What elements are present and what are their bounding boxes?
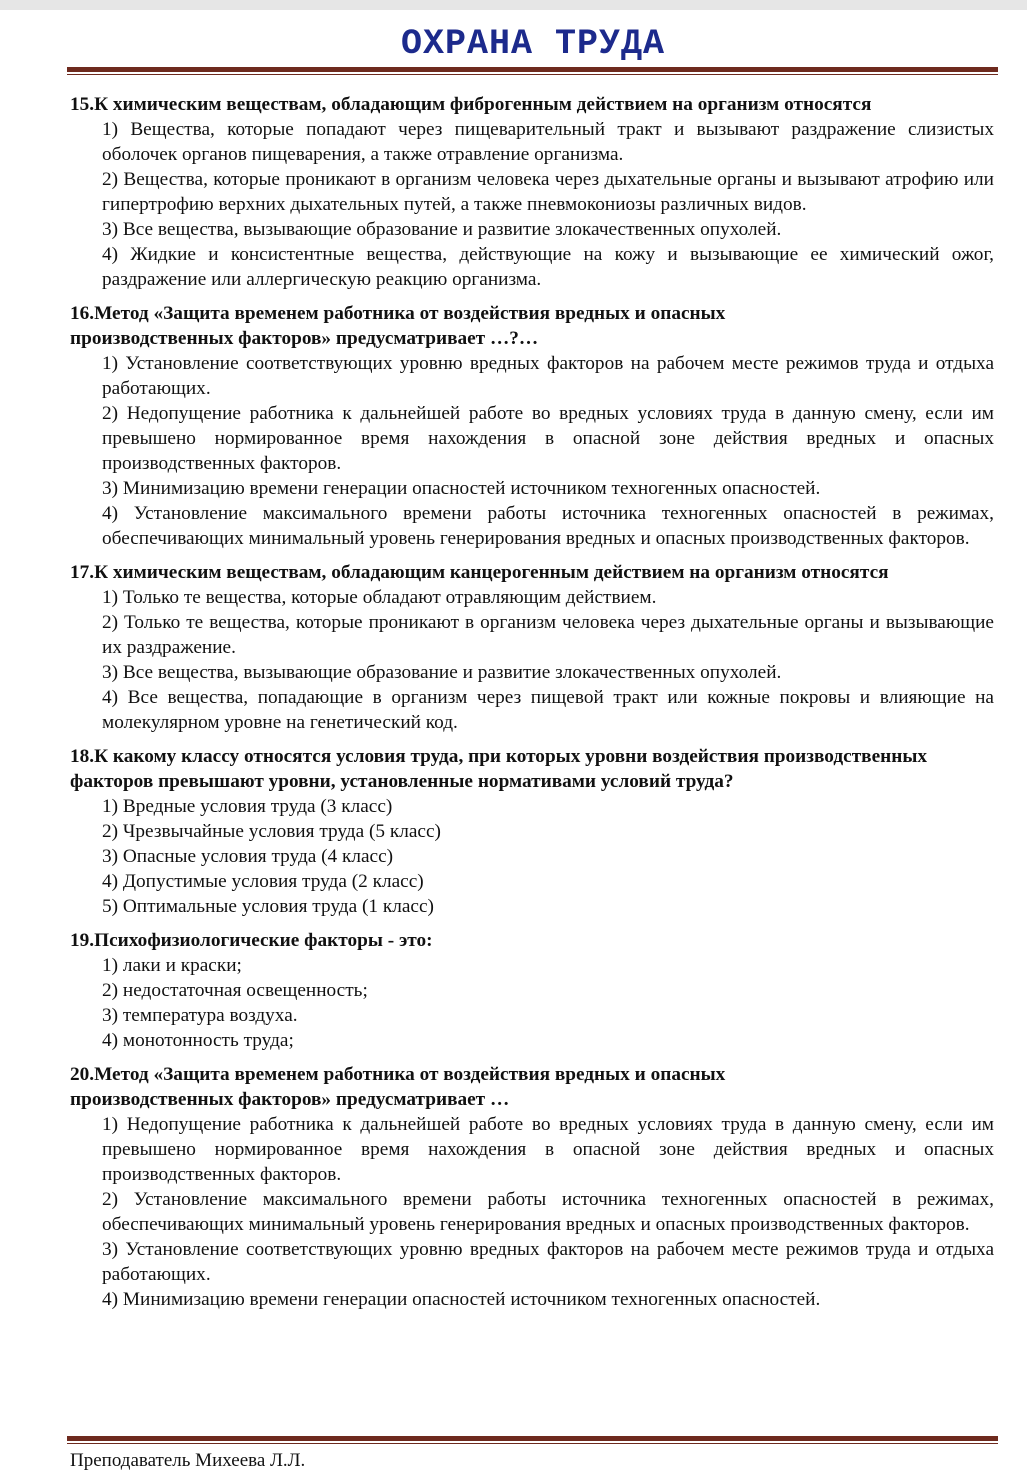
answer-option: 4) Установление максимального времени работы источника техногенных опасностей в режимах, обеспечивающих минимальный уровень генерирования вредных и опасных производственных факторов. <box>102 503 994 549</box>
answer-option: 2) Недопущение работника к дальнейшей работе во вредных условиях труда в данную смену, если им превышено нормированное время нахождения в опасной зоне действия вредных и опасных производственных факторов. <box>102 403 994 474</box>
question-17 <box>70 560 994 735</box>
answer-option: 2) недостаточная освещенность; <box>102 980 368 1001</box>
answer-option: 4) Жидкие и консистентные вещества, действующие на кожу и вызывающие ее химический ожог, раздражение или аллергическую реакцию организма. <box>102 244 994 290</box>
answer-option: 3) Все вещества, вызывающие образование и развитие злокачественных опухолей. <box>102 219 782 240</box>
answer-option: 2) Чрезвычайные условия труда (5 класс) <box>102 821 441 842</box>
answer-option: 2) Только те вещества, которые проникают в организм человека через дыхательные органы и вызывающие их раздражение. <box>102 612 994 658</box>
question-text: 15.К химическим веществам, обладающим фиброгенным действием на организм относятся <box>70 94 872 115</box>
header-divider <box>67 67 998 75</box>
answer-option: 3) Все вещества, вызывающие образование и развитие злокачественных опухолей. <box>102 662 782 683</box>
answer-option: 2) Вещества, которые проникают в организм человека через дыхательные органы и вызывают атрофию или гипертрофию верхних дыхательных путей, а также пневмокониозы различных видов. <box>102 169 994 215</box>
footer-divider <box>67 1436 998 1444</box>
answer-option: 1) Вещества, которые попадают через пищеварительный тракт и вызывают раздражение слизистых оболочек органов пищеварения, а также отравление организма. <box>102 119 994 165</box>
question-16 <box>70 301 994 551</box>
answer-option: 4) Допустимые условия труда (2 класс) <box>102 871 424 892</box>
answer-option: 1) лаки и краски; <box>102 955 242 976</box>
page-title: ОХРАНА ТРУДА <box>400 24 666 64</box>
answer-option: 2) Установление максимального времени работы источника техногенных опасностей в режимах, обеспечивающих минимальный уровень генерирования вредных и опасных производственных факторов. <box>102 1189 994 1235</box>
footer-teacher: Преподаватель Михеева Л.Л. <box>70 1450 306 1471</box>
answer-option: 3) Установление соответствующих уровню вредных факторов на рабочем месте режимов труда и отдыха работающих. <box>102 1239 994 1285</box>
answer-option: 4) монотонность труда; <box>102 1030 294 1051</box>
question-19 <box>70 928 994 1053</box>
answer-option: 3) Опасные условия труда (4 класс) <box>102 846 394 867</box>
answer-option: 3) Минимизацию времени генерации опасностей источником техногенных опасностей. <box>102 478 821 499</box>
answer-option: 4) Минимизацию времени генерации опасностей источником техногенных опасностей. <box>102 1289 821 1310</box>
answer-option: 1) Только те вещества, которые обладают отравляющим действием. <box>102 587 657 608</box>
question-20 <box>70 1062 994 1312</box>
answer-option: 5) Оптимальные условия труда (1 класс) <box>102 896 434 917</box>
top-strip <box>0 0 1027 10</box>
answer-option: 3) температура воздуха. <box>102 1005 298 1026</box>
question-text: 16.Метод «Защита временем работника от воздействия вредных и опасных производственных факторов» предусматривает …?… <box>70 303 726 349</box>
answer-option: 4) Все вещества, попадающие в организм через пищевой тракт или кожные покровы и влияющие на молекулярном уровне на генетический код. <box>102 687 994 733</box>
question-list <box>70 92 994 1312</box>
question-text: 19.Психофизиологические факторы - это: <box>70 930 433 951</box>
question-15 <box>70 92 994 292</box>
question-18 <box>70 744 994 919</box>
question-text: 18.К какому классу относятся условия труда, при которых уровни воздействия производственных факторов превышают уровни, установленные нормативами условий труда? <box>70 746 928 792</box>
question-text: 20.Метод «Защита временем работника от воздействия вредных и опасных производственных факторов» предусматривает … <box>70 1064 726 1110</box>
answer-option: 1) Установление соответствующих уровню вредных факторов на рабочем месте режимов труда и отдыха работающих. <box>102 353 994 399</box>
answer-option: 1) Недопущение работника к дальнейшей работе во вредных условиях труда в данную смену, если им превышено нормированное время нахождения в опасной зоне действия вредных и опасных производственных факторов. <box>102 1114 994 1185</box>
answer-option: 1) Вредные условия труда (3 класс) <box>102 796 393 817</box>
question-text: 17.К химическим веществам, обладающим канцерогенным действием на организм относятся <box>70 562 889 583</box>
